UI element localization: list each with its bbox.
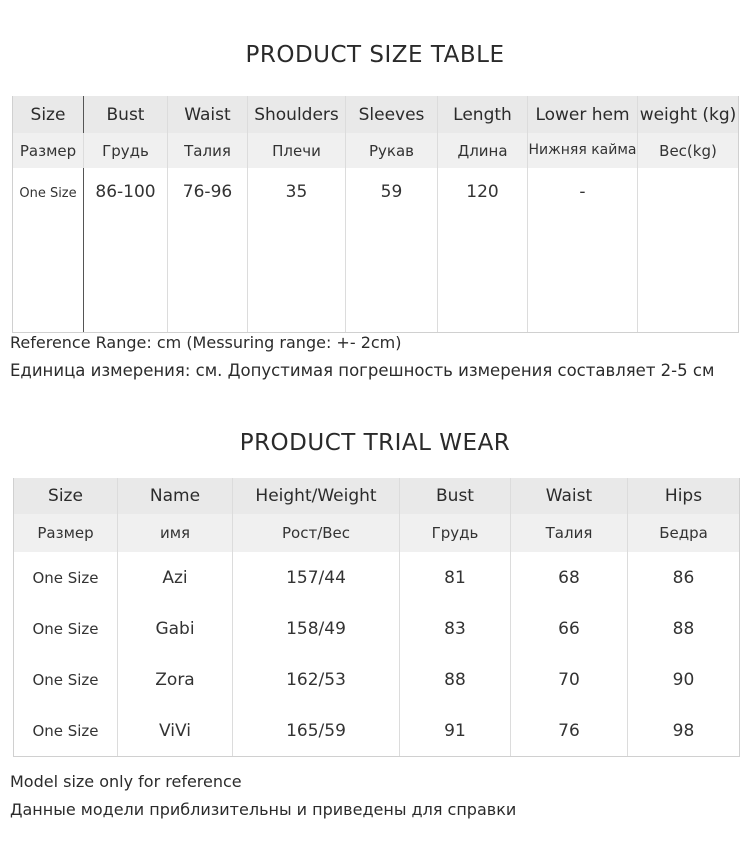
- size-table-header-row: [13, 96, 739, 133]
- trial-table-title: PRODUCT TRIAL WEAR: [239, 430, 511, 456]
- hips-cell: 98: [628, 705, 740, 757]
- header-cell: Bust: [84, 96, 168, 133]
- name-cell: Zora: [118, 654, 233, 705]
- trial-table: [13, 478, 740, 757]
- header-cell-ru: Вес(kg): [638, 133, 739, 168]
- header-cell: Bust: [400, 478, 511, 514]
- weight-cell: [638, 168, 739, 333]
- size-cell: One Size: [14, 654, 118, 705]
- trial-table-header-row-ru: [14, 514, 740, 552]
- waist-cell: 70: [511, 654, 628, 705]
- hips-cell: 90: [628, 654, 740, 705]
- header-cell: Waist: [168, 96, 248, 133]
- trial-note-ru: Данные модели приблизительны и приведены для справки: [10, 800, 517, 819]
- size-note-en: Reference Range: cm (Messuring range: +- 2cm): [10, 333, 402, 352]
- size-note-ru: Единица измерения: см. Допустимая погрешность измерения составляет 2-5 см: [10, 361, 715, 380]
- name-cell: Gabi: [118, 603, 233, 654]
- size-cell: One Size: [14, 705, 118, 757]
- name-cell: Azi: [118, 552, 233, 603]
- size-cell: One Size: [13, 168, 84, 333]
- header-cell-ru: Грудь: [84, 133, 168, 168]
- header-cell: Height/Weight: [233, 478, 400, 514]
- table-row: [13, 168, 739, 333]
- header-cell: Lower hem: [528, 96, 638, 133]
- size-cell: One Size: [14, 603, 118, 654]
- header-cell-ru: Плечи: [248, 133, 346, 168]
- header-cell: Waist: [511, 478, 628, 514]
- length-cell: 120: [438, 168, 528, 333]
- waist-cell: 76: [511, 705, 628, 757]
- lower-hem-cell: -: [528, 168, 638, 333]
- header-cell-ru: Длина: [438, 133, 528, 168]
- size-table-header-row-ru: [13, 133, 739, 168]
- bust-cell: 91: [400, 705, 511, 757]
- header-cell-ru: Талия: [168, 133, 248, 168]
- bust-cell: 88: [400, 654, 511, 705]
- trial-table-header-row: [14, 478, 740, 514]
- header-cell-ru: Грудь: [400, 514, 511, 552]
- table-row: [14, 552, 740, 603]
- waist-cell: 68: [511, 552, 628, 603]
- header-cell: Hips: [628, 478, 740, 514]
- table-row: [14, 603, 740, 654]
- height-weight-cell: 162/53: [233, 654, 400, 705]
- header-cell: Sleeves: [346, 96, 438, 133]
- header-cell-ru: Размер: [13, 133, 84, 168]
- hips-cell: 86: [628, 552, 740, 603]
- bust-cell: 81: [400, 552, 511, 603]
- height-weight-cell: 157/44: [233, 552, 400, 603]
- shoulders-cell: 35: [248, 168, 346, 333]
- sleeves-cell: 59: [346, 168, 438, 333]
- header-cell: Size: [14, 478, 118, 514]
- waist-cell: 76-96: [168, 168, 248, 333]
- header-cell-ru: Бедра: [628, 514, 740, 552]
- header-cell: Name: [118, 478, 233, 514]
- header-cell-ru: Талия: [511, 514, 628, 552]
- waist-cell: 66: [511, 603, 628, 654]
- size-cell: One Size: [14, 552, 118, 603]
- bust-cell: 83: [400, 603, 511, 654]
- header-cell: Length: [438, 96, 528, 133]
- header-cell: Size: [13, 96, 84, 133]
- size-table-title: PRODUCT SIZE TABLE: [245, 42, 505, 68]
- header-cell-ru: имя: [118, 514, 233, 552]
- name-cell: ViVi: [118, 705, 233, 757]
- header-cell-ru: Рост/Вес: [233, 514, 400, 552]
- header-cell: weight (kg): [638, 96, 739, 133]
- height-weight-cell: 165/59: [233, 705, 400, 757]
- table-row: [14, 654, 740, 705]
- header-cell: Shoulders: [248, 96, 346, 133]
- table-row: [14, 705, 740, 757]
- height-weight-cell: 158/49: [233, 603, 400, 654]
- header-cell-ru: Рукав: [346, 133, 438, 168]
- bust-cell: 86-100: [84, 168, 168, 333]
- hips-cell: 88: [628, 603, 740, 654]
- trial-note-en: Model size only for reference: [10, 772, 242, 791]
- header-cell-ru: Размер: [14, 514, 118, 552]
- size-table: [12, 96, 739, 333]
- header-cell-ru: Нижняя кайма: [528, 133, 638, 168]
